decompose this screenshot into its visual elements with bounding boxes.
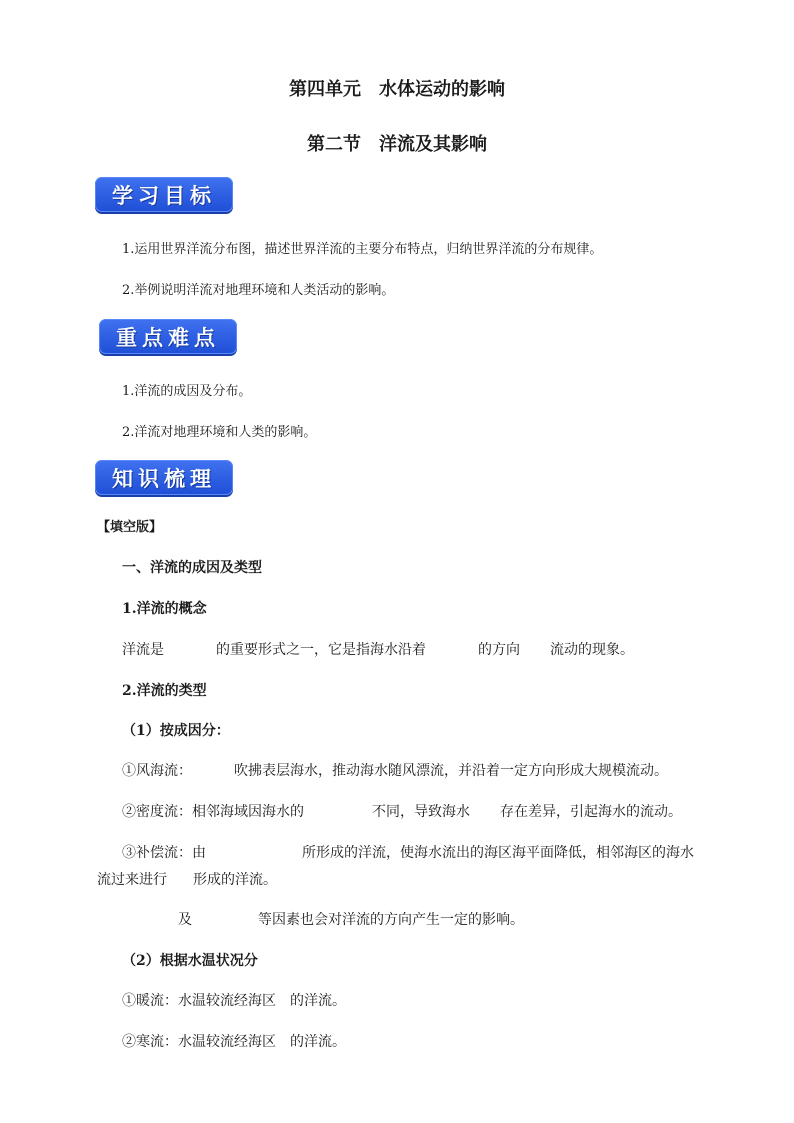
objective-item-1: 1.运用世界洋流分布图，描述世界洋流的主要分布特点，归纳世界洋流的分布规律。 (122, 242, 603, 257)
badge-knowledge (95, 460, 233, 495)
concept-text-b: 的重要形式之一，它是指海水沿着 (216, 642, 426, 658)
cold-current-line (122, 1031, 346, 1051)
by-cause-heading: （1）按成因分： (122, 723, 230, 739)
concept-text-d: 流动的现象。 (550, 642, 634, 658)
objective-item-2: 2.举例说明洋流对地理环境和人类活动的影响。 (122, 283, 395, 298)
part1-heading: 一、洋流的成因及类型 (122, 560, 262, 576)
key-point-item-2: 2.洋流对地理环境和人类的影响。 (122, 425, 317, 440)
by-temperature-heading: （2）根据水温状况分 (122, 953, 258, 969)
density-text-a: ②密度流：相邻海域因海水的 (122, 804, 304, 820)
compensation-text-a: ③补偿流：由 (122, 845, 206, 861)
badge-objectives (95, 177, 233, 212)
factors-line (122, 909, 524, 929)
types-heading: 2.洋流的类型 (122, 683, 207, 699)
warm-text-b: 的洋流。 (290, 993, 346, 1009)
concept-text-c: 的方向 (478, 642, 520, 658)
section-title: 第二节 洋流及其影响 (307, 134, 487, 155)
compensation-current-line-2 (97, 869, 277, 889)
density-text-c: 存在差异，引起海水的流动。 (500, 804, 682, 820)
cold-text-a: ②寒流：水温较流经海区 (122, 1034, 276, 1050)
concept-text-a: 洋流是 (122, 642, 164, 658)
badge-key-points (99, 319, 237, 354)
compensation-current-line-1 (122, 842, 694, 862)
badge-key-points-label: 重点难点 (116, 325, 220, 350)
compensation-text-b: 所形成的洋流，使海水流出的海区海平面降低，相邻海区的海水 (302, 845, 694, 861)
wind-current-line (122, 760, 668, 780)
factors-text-b: 等因素也会对洋流的方向产生一定的影响。 (258, 912, 524, 928)
wind-text-b: 吹拂表层海水，推动海水随风漂流，并沿着一定方向形成大规模流动。 (234, 763, 668, 779)
version-label: 【填空版】 (97, 520, 163, 535)
density-text-b: 不同，导致海水 (372, 804, 470, 820)
compensation-text-d: 形成的洋流。 (193, 872, 277, 888)
badge-objectives-label: 学习目标 (112, 183, 216, 208)
factors-text-a: 及 (178, 912, 192, 928)
density-current-line (122, 801, 682, 821)
cold-text-b: 的洋流。 (290, 1034, 346, 1050)
concept-line (122, 639, 634, 659)
unit-title: 第四单元 水体运动的影响 (289, 79, 505, 100)
concept-heading: 1.洋流的概念 (122, 601, 207, 617)
wind-text-a: ①风海流： (122, 763, 192, 779)
badge-knowledge-label: 知识梳理 (112, 466, 216, 491)
warm-current-line (122, 990, 346, 1010)
key-point-item-1: 1.洋流的成因及分布。 (122, 384, 252, 399)
warm-text-a: ①暖流：水温较流经海区 (122, 993, 276, 1009)
compensation-text-c: 流过来进行 (97, 872, 167, 888)
